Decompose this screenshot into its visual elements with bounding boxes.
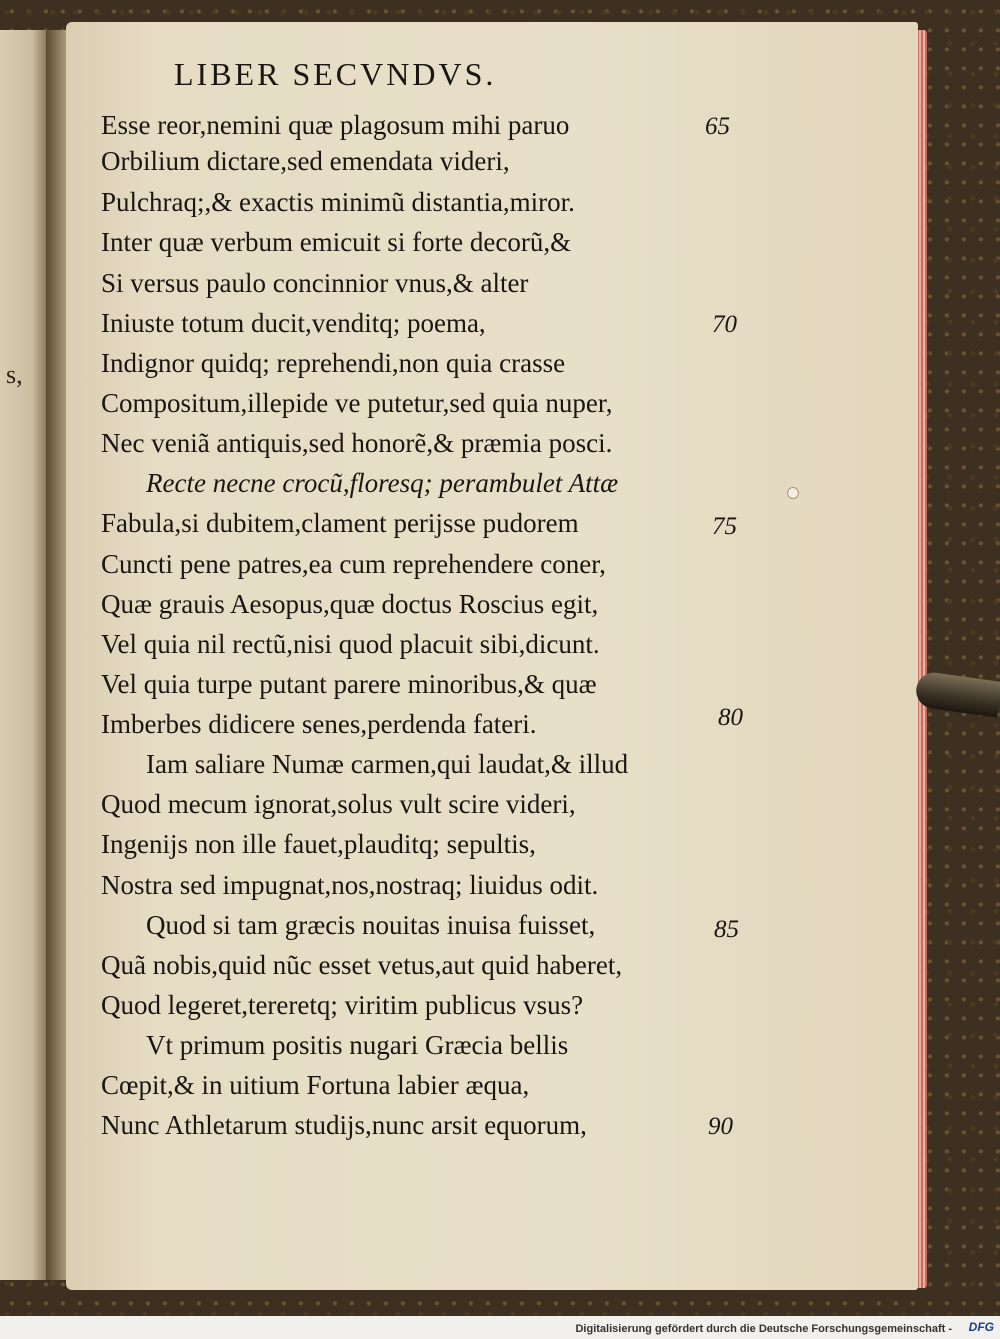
verse-line: Orbilium dictare,sed emendata videri, [101, 146, 510, 176]
verse-line: Nostra sed impugnat,nos,nostraq; liuidus odit. [101, 870, 599, 900]
verse-line: Si versus paulo concinnior vnus,& alter [101, 268, 529, 298]
verse-line: Esse reor,nemini quæ plagosum mihi paruo [101, 110, 570, 140]
verse-line: Compositum,illepide ve putetur,sed quia nuper, [101, 388, 613, 418]
line-number: 90 [708, 1113, 733, 1140]
left-page-edge [0, 30, 46, 1280]
line-number: 80 [718, 704, 743, 731]
line-number: 85 [714, 916, 739, 943]
verse-line: Vt primum positis nugari Græcia bellis [146, 1030, 569, 1060]
running-header: LIBER SECVNDVS. [174, 56, 497, 92]
verse-line: Indignor quidq; reprehendi,non quia crasse [101, 348, 566, 378]
dfg-logo: DFG [968, 1320, 994, 1334]
verse-line: Cuncti pene patres,ea cum reprehendere coner, [101, 549, 606, 579]
line-number: 65 [705, 113, 730, 140]
verse-line: Vel quia turpe putant parere minoribus,& quæ [101, 669, 597, 699]
paper-hole [787, 487, 799, 499]
verse-line: Nec veniã antiquis,sed honorẽ,& præmia posci. [101, 428, 613, 458]
verse-line: Quod mecum ignorat,solus vult scire videri, [101, 789, 576, 819]
verse-line: Ingenijs non ille fauet,plauditq; sepultis, [101, 829, 536, 859]
verse-line: Pulchraq;,& exactis minimũ distantia,miror. [101, 187, 575, 217]
verse-line: Iam saliare Numæ carmen,qui laudat,& illud [146, 749, 629, 779]
left-page-mark: s, [6, 360, 23, 389]
verse-line: Imberbes didicere senes,perdenda fateri. [101, 709, 537, 739]
line-number: 70 [712, 311, 737, 338]
verse-line: Quod legeret,tereretq; viritim publicus vsus? [101, 990, 584, 1020]
verse-line: Fabula,si dubitem,clament perijsse pudorem [101, 508, 579, 538]
verse-line: Quod si tam græcis nouitas inuisa fuisset, [146, 910, 596, 940]
verse-line: Iniuste totum ducit,venditq; poema, [101, 308, 486, 338]
footer-credit: Digitalisierung gefördert durch die Deutsche Forschungsgemeinschaft - [575, 1323, 952, 1335]
verse-line: Inter quæ verbum emicuit si forte decorũ,& [101, 227, 572, 257]
verse-line: Quã nobis,quid nũc esset vetus,aut quid haberet, [101, 950, 623, 980]
verse-line: Nunc Athletarum studijs,nunc arsit equorum, [101, 1110, 587, 1140]
line-number: 75 [712, 513, 737, 540]
verse-line: Recte necne crocũ,floresq; perambulet Attæ [146, 468, 619, 498]
verse-line: Vel quia nil rectũ,nisi quod placuit sibi,dicunt. [101, 629, 600, 659]
verse-line: Cœpit,& in uitium Fortuna labier æqua, [101, 1070, 530, 1100]
verse-line: Quæ grauis Aesopus,quæ doctus Roscius egit, [101, 589, 599, 619]
